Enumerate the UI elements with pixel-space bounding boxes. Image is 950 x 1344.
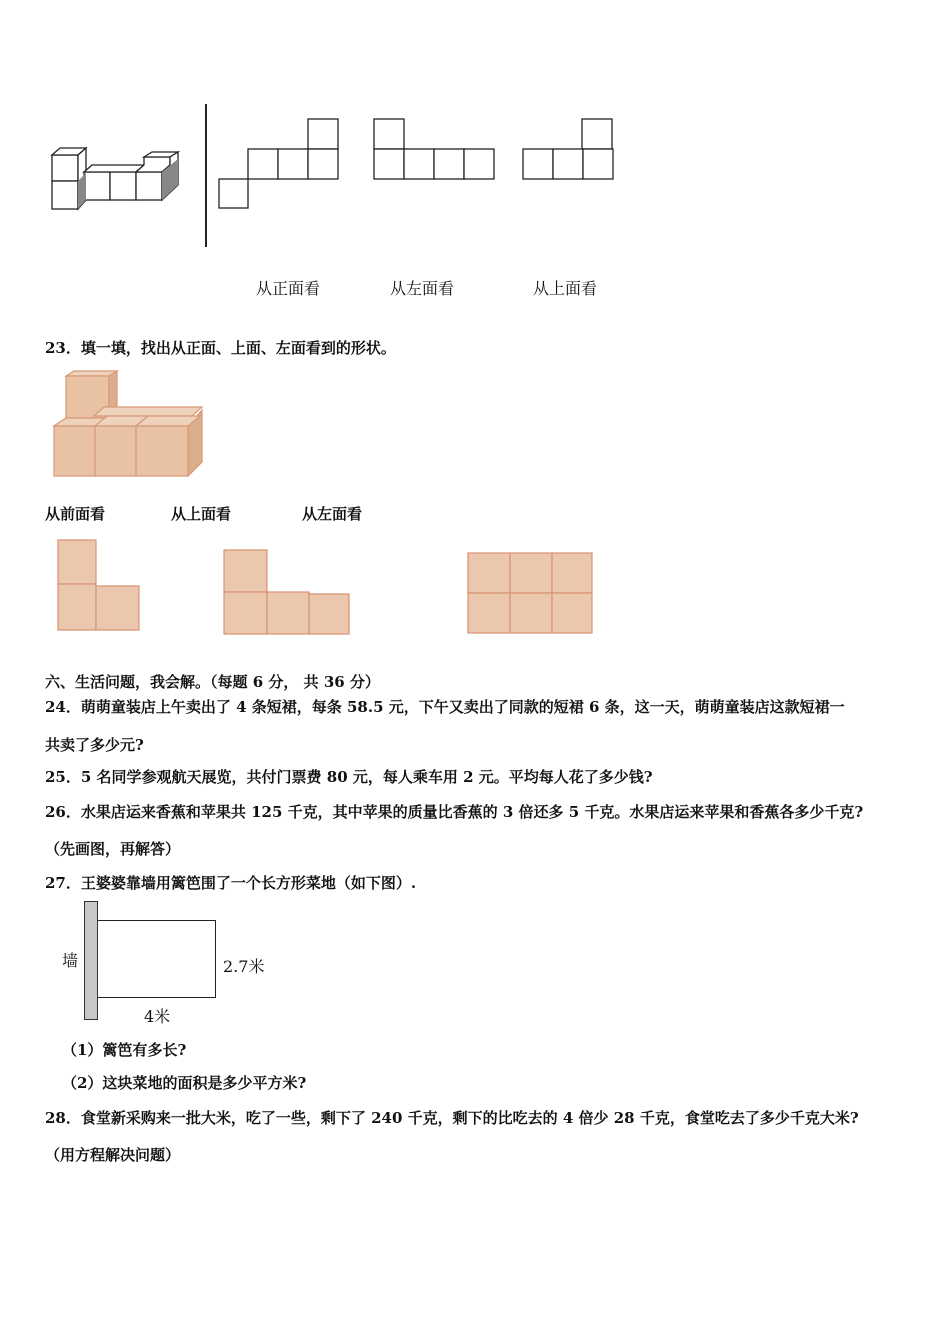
q28-line-1: 28．食堂新采购来一批大米，吃了一些，剩下了 240 千克，剩下的比吃去的 4 倍少 28 千克，食堂吃去了多少千克大米? — [45, 1109, 859, 1127]
q26-line-1: 26．水果店运来香蕉和苹果共 125 千克，其中苹果的质量比香蕉的 3 倍还多 5 千克。水果店运来苹果和香蕉各多少千克? — [45, 803, 864, 821]
q22-label-top: 从上面看 — [533, 279, 598, 298]
q22-cube-solid — [48, 145, 188, 215]
q27-sub-2: （2）这块菜地的面积是多少平方米? — [62, 1074, 307, 1092]
q24-line-2: 共卖了多少元? — [45, 736, 144, 754]
q22-label-front: 从正面看 — [256, 279, 321, 298]
section-6-heading: 六、生活问题，我会解。（每题 6 分， 共 36 分） — [45, 673, 380, 691]
q26-line-2: （先画图，再解答） — [45, 840, 181, 858]
q27-wall — [84, 901, 98, 1020]
q27-question: 27．王婆婆靠墙用篱笆围了一个长方形菜地（如下图）. — [45, 874, 417, 892]
q23-left-view — [466, 551, 596, 637]
q22-top-view-grid — [522, 118, 617, 183]
q27-width-label: 4米 — [144, 1007, 171, 1026]
q23-question: 23．填一填，找出从正面、上面、左面看到的形状。 — [45, 339, 396, 357]
q23-front-view — [56, 538, 146, 636]
q23-label-left: 从左面看 — [302, 505, 363, 523]
q23-cube-solid — [50, 370, 210, 482]
q23-label-top: 从上面看 — [171, 505, 232, 523]
q23-label-front: 从前面看 — [45, 505, 106, 523]
q28-line-2: （用方程解决问题） — [45, 1146, 181, 1164]
q24-line-1: 24．萌萌童装店上午卖出了 4 条短裙，每条 58.5 元，下午又卖出了同款的短裙 6 条，这一天，萌萌童装店这款短裙一 — [45, 698, 845, 716]
q27-wall-label: 墙 — [62, 951, 79, 970]
q27-garden-rectangle — [98, 920, 216, 998]
q25-question: 25．5 名同学参观航天展览，共付门票费 80 元，每人乘车用 2 元。平均每人花了多少钱? — [45, 768, 653, 786]
q27-sub-1: （1）篱笆有多长? — [62, 1041, 187, 1059]
q22-front-view-grid — [218, 118, 343, 213]
q22-left-view-grid — [373, 118, 498, 183]
q22-label-left: 从左面看 — [390, 279, 455, 298]
q27-height-label: 2.7米 — [223, 957, 265, 976]
q23-top-view — [222, 548, 354, 638]
q22-divider — [205, 104, 207, 247]
